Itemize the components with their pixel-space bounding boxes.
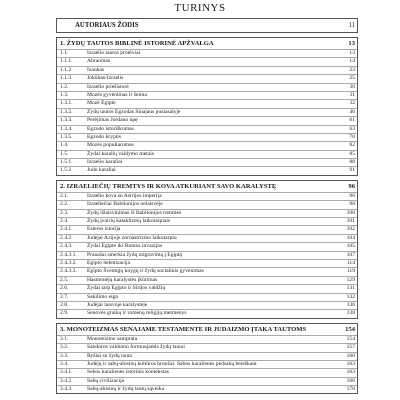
toc-entry-row [57, 336, 357, 344]
toc-chapter-block [56, 180, 358, 319]
entry-number: 1.3.1. [60, 100, 73, 107]
entry-title: Ryšiai su žydų tauta [87, 352, 132, 359]
entry-title: Žydai Egipte iki Romos invazijos [87, 243, 163, 250]
toc-entry-row [57, 117, 357, 125]
entry-number: 1.1.3. [60, 75, 73, 82]
entry-number: 1.5.2. [60, 167, 73, 174]
entry-page-number: 107 [346, 251, 355, 258]
entry-title: 2. IZRAELIEČIŲ TREMTYS IR KOVA ATKURIANT SAVO KARALYSTĘ [60, 182, 277, 190]
toc-entry-row [57, 75, 357, 83]
entry-title: Mozės populiarumas [87, 142, 134, 149]
entry-page-number: 129 [346, 276, 355, 283]
entry-title: Žydų išlaisvinimas iš Babilonijos tremties [87, 209, 182, 216]
entry-page-number: 98 [349, 201, 355, 208]
toc-entry-row [57, 142, 357, 150]
entry-title: Monoteizmo samprata [87, 335, 138, 342]
page-title: TURINYS [174, 2, 226, 14]
toc-entry-row [57, 353, 357, 361]
entry-title: Žydai karalių valdymo metais [87, 150, 154, 157]
entry-title: Pranašai smerkia žydų migravimą į Egiptą [87, 251, 182, 258]
toc-entry-row [57, 84, 357, 92]
toc-entry-row [57, 302, 357, 310]
entry-title: Mozės gyvenimas ir šeima [87, 91, 147, 98]
entry-page-number: 170 [346, 386, 355, 393]
entry-page-number: 163 [346, 369, 355, 376]
entry-title: Jokūbas-Izraelis [87, 75, 124, 82]
table-of-contents [56, 18, 358, 394]
entry-page-number: 138 [346, 310, 355, 317]
entry-title: Izraelio karaliai [87, 159, 123, 166]
entry-page-number: 154 [345, 325, 355, 333]
entry-page-number: 11 [348, 22, 355, 29]
toc-entry-row [57, 92, 357, 100]
toc-entry-row [57, 159, 357, 167]
entry-number: 2.4. [60, 218, 69, 225]
toc-entry-row [57, 126, 357, 134]
toc-entry-row [57, 268, 357, 276]
toc-entry-row [57, 260, 357, 268]
entry-page-number: 91 [349, 167, 355, 174]
entry-title: Egipto Šventųjų knygų ir žydų socialinis gyvenimas [87, 268, 204, 275]
entry-title: Judėjai laisvoje karalystėje [87, 301, 148, 308]
entry-title: Sabų-abisinų ir žydų tautų sąveika [87, 386, 165, 393]
chapter-heading-row [57, 324, 357, 336]
toc-entry-row [57, 193, 357, 201]
toc-entry-row [57, 67, 357, 75]
entry-number: 2.9. [60, 310, 69, 317]
toc-entry-row [57, 277, 357, 285]
entry-title: Esteros istorija [87, 226, 121, 233]
entry-page-number: 30 [349, 83, 355, 90]
entry-number: 2.1. [60, 192, 69, 199]
entry-number: 2.7. [60, 293, 69, 300]
entry-title: 3. MONOTEIZMAS SENAJAME TESTAMENTE IR JUDAIZMO ĮTAKA TAUTOMS [60, 325, 307, 333]
toc-entry-row [57, 310, 357, 317]
entry-page-number: 70 [349, 133, 355, 140]
toc-entry-row [57, 167, 357, 174]
entry-number: 1.1.2. [60, 66, 73, 73]
toc-entry-row [57, 294, 357, 302]
entry-title: Žydų įvairių kataklizmų laikotarpiais [87, 218, 171, 225]
entry-title: Perėjimas Jordano upę [87, 117, 138, 124]
entry-title: AUTORIAUS ŽODIS [75, 22, 139, 29]
entry-number: 3.4.3. [60, 386, 73, 393]
entry-number: 1.3.5. [60, 133, 73, 140]
entry-page-number: 13 [348, 40, 355, 47]
entry-number: 3.2. [60, 344, 69, 351]
intro-row [57, 19, 357, 32]
toc-entry-row [57, 226, 357, 234]
entry-page-number: 61 [349, 117, 355, 124]
toc-entry-row [57, 109, 357, 117]
entry-title: Sebos karalienės istorinis kontekstas [87, 369, 169, 376]
toc-entry-row [57, 134, 357, 142]
entry-number: 1.3.2. [60, 108, 73, 115]
entry-page-number: 13 [349, 50, 355, 56]
entry-title: Judėjai Azijoje zoroastrizmo laikotarpiu [87, 234, 177, 241]
chapter-heading-row [57, 38, 357, 50]
entry-title: Izraelio tautos protėviai [87, 50, 141, 56]
entry-title: Izraeliečiai Babilonijos nelaisvėje [87, 201, 163, 208]
entry-number: 1.1.1. [60, 58, 73, 65]
entry-number: 1.5.1. [60, 159, 73, 166]
entry-number: 2.4.3. [60, 243, 73, 250]
entry-title: Žydų tautos Egzodas Sinajaus pusiasalyje [87, 108, 181, 115]
toc-entry-row [57, 50, 357, 58]
toc-entry-row [57, 361, 357, 369]
entry-title: Abraomas [87, 58, 110, 65]
entry-number: 2.6. [60, 285, 69, 292]
entry-page-number: 114 [346, 259, 355, 266]
entry-title: Egzodo istoriškumas [87, 125, 134, 132]
entry-title: Hasmonėjų karalystės įkūrimas [87, 276, 158, 283]
entry-page-number: 131 [346, 285, 355, 292]
toc-entry-row [57, 100, 357, 108]
entry-title: Izaokas [87, 66, 105, 73]
entry-page-number: 100 [346, 209, 355, 216]
entry-title: Mozė Egipte [87, 100, 116, 107]
entry-number: 1.5. [60, 150, 69, 157]
entry-title: Sabų civilizacija [87, 377, 125, 384]
toc-entry-row [57, 58, 357, 66]
entry-number: 3.4.2. [60, 377, 73, 384]
entry-number: 3.4. [60, 360, 69, 367]
entry-number: 2.4.1. [60, 226, 73, 233]
entry-title: Senovės graikų ir romėnų religijų metmenys [87, 310, 187, 317]
entry-number: 1.2. [60, 83, 69, 90]
entry-number: 3.4.1. [60, 369, 73, 376]
entry-page-number: 88 [349, 159, 355, 166]
entry-title: Sakilimo eiga [87, 293, 118, 300]
entry-number: 2.4.2. [60, 234, 73, 241]
entry-number: 1.1. [60, 50, 69, 56]
entry-page-number: 132 [346, 293, 355, 300]
entry-number: 3.1. [60, 335, 69, 342]
entry-page-number: 96 [348, 182, 355, 190]
toc-entry-row [57, 369, 357, 377]
entry-page-number: 23 [349, 66, 355, 73]
entry-page-number: 154 [346, 335, 355, 342]
toc-entry-row [57, 285, 357, 293]
entry-number: 1.3.3. [60, 117, 73, 124]
entry-page-number: 14 [349, 58, 355, 65]
entry-title: Judėjų ir sabų-abisinų kultūros bruožai: Sabos karalienės pėdsakų beieškant [87, 360, 257, 367]
toc-entry-row [57, 151, 357, 159]
toc-entry-row [57, 378, 357, 386]
entry-page-number: 63 [349, 125, 355, 132]
entry-page-number: 105 [346, 243, 355, 250]
entry-page-number: 163 [346, 360, 355, 367]
chapter-heading-row [57, 181, 357, 193]
entry-page-number: 102 [346, 226, 355, 233]
entry-number: 1.3. [60, 91, 69, 98]
entry-number: 2.4.3.2. [60, 259, 77, 266]
entry-number: 2.4.3.1. [60, 251, 77, 258]
entry-page-number: 25 [349, 75, 355, 82]
entry-number: 2.5. [60, 276, 69, 283]
entry-title: Egzodo kryptis [87, 133, 122, 140]
entry-number: 1.4. [60, 142, 69, 149]
entry-title: Egipto helenizacija [87, 259, 131, 266]
entry-number: 2.8. [60, 301, 69, 308]
entry-title: Sandoros valdumo formuojantis žydų tautai [87, 344, 185, 351]
toc-entry-row [57, 243, 357, 251]
entry-page-number: 160 [346, 352, 355, 359]
entry-page-number: 82 [349, 142, 355, 149]
entry-number: 2.4.3.3. [60, 268, 77, 275]
toc-entry-row [57, 210, 357, 218]
entry-page-number: 101 [346, 218, 355, 225]
toc-chapter-block [56, 37, 358, 176]
toc-entry-row [57, 235, 357, 243]
entry-page-number: 46 [349, 108, 355, 115]
toc-chapter-block [56, 323, 358, 395]
entry-title: Izraelio kova su Asirijos imperija [87, 192, 162, 199]
toc-intro-block [56, 18, 358, 33]
toc-entry-row [57, 201, 357, 209]
entry-title: Izraelio priešistorė [87, 83, 129, 90]
entry-page-number: 96 [349, 192, 355, 199]
entry-title: Judo karaliai [87, 167, 116, 174]
entry-page-number: 104 [346, 234, 355, 241]
entry-number: 3.3. [60, 352, 69, 359]
entry-page-number: 157 [346, 344, 355, 351]
entry-page-number: 85 [349, 150, 355, 157]
toc-entry-row [57, 218, 357, 226]
entry-page-number: 32 [349, 100, 355, 107]
entry-page-number: 166 [346, 377, 355, 384]
toc-entry-row [57, 344, 357, 352]
entry-title: Žydai tarp Egipto ir Sirijos valdžių [87, 285, 166, 292]
entry-page-number: 31 [349, 91, 355, 98]
entry-number: 2.2. [60, 201, 69, 208]
entry-page-number: 136 [346, 301, 355, 308]
toc-entry-row [57, 386, 357, 393]
toc-entry-row [57, 252, 357, 260]
entry-number: 1.3.4. [60, 125, 73, 132]
entry-page-number: 119 [346, 268, 355, 275]
entry-title: 1. ŽYDŲ TAUTOS BIBLINĖ ISTORINĖ APŽVALGA [60, 40, 214, 47]
entry-number: 2.3. [60, 209, 69, 216]
